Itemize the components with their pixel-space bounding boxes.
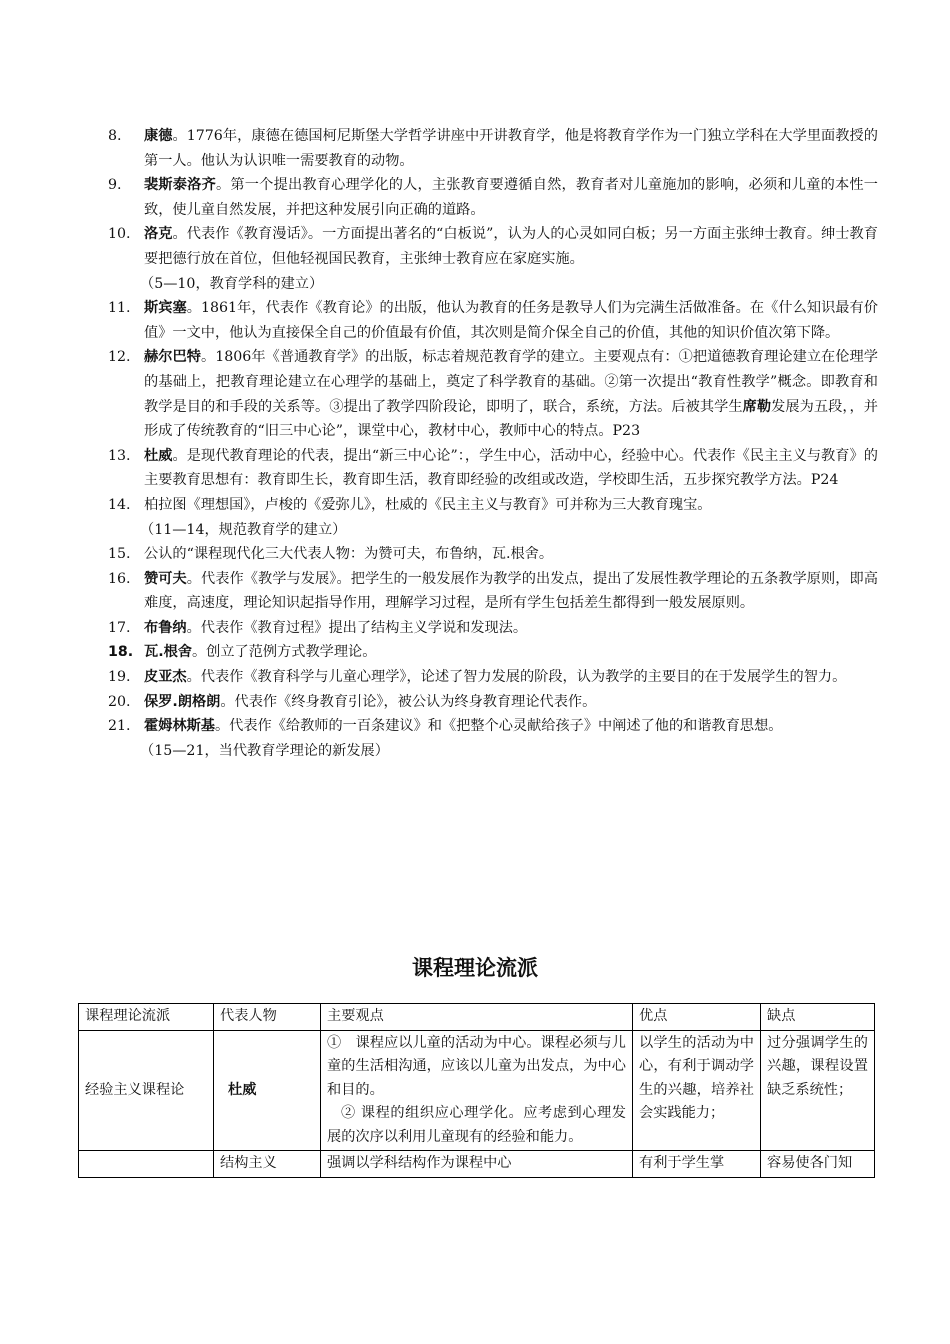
item-text: 。代表作《教育科学与儿童心理学》，论述了智力发展的阶段，认为教学的主要目的在于发展学生的智力。 [186,669,847,686]
person-name: 斯宾塞 [144,300,187,317]
item-number: 8. [108,128,122,144]
item-number: 11. [108,300,131,317]
person-name: 康德 [144,128,173,144]
section-note: （15—21，当代教育学理论的新发展） [140,742,389,759]
item-number: 16. [108,570,131,587]
table-title: 课程理论流派 [412,956,538,980]
person-name: 席勒 [742,398,772,415]
item-number: 17. [108,619,131,636]
item-text: 。第一个提出教育心理学化的人，主张教育要遵循自然，教育者对儿童施加的影响，必须和儿童的本性一致，使儿童自然发展，并把这种发展引向正确的道路。 [144,177,878,218]
item-text: 。代表作《教育过程》提出了结构主义学说和发现法。 [186,619,528,636]
person-name: 赫尔巴特 [144,349,201,366]
header-cell: 课程理论流派 [79,1004,214,1031]
item-text: 。代表作《教学与发展》。把学生的一般发展作为教学的出发点，提出了发展性教学理论的五条教学原则，即高难度，高速度，理论知识起指导作用，理解学习过程，是所有学生包括差生都得到一般发展原则。 [144,570,878,612]
view-cell: 强调以学科结构作为课程中心 [321,1151,633,1178]
person-cell: 结构主义 [214,1151,321,1178]
item-text: 。代表作《教育漫话》。一方面提出著名的“白板说”，认为人的心灵如同白板；另一方面主张绅士教育。绅士教育要把德行放在首位，但他轻视国民教育，主张绅士教育应在家庭实施。 [144,226,878,267]
list-item [108,124,878,173]
school-cell: 经验主义课程论 [79,1030,214,1151]
item-number: 12. [108,349,131,366]
pros-cell: 以学生的活动为中心，有利于调动学生的兴趣，培养社会实践能力； [633,1030,761,1151]
item-text: 。1806年《普通教育学》的出版，标志着规范教育学的建立。主要观点有：①把道德教育理论建立在伦理学的基础上，把教育理论建立在心理学的基础上，奠定了科学教育的基础。②第一次提出“教育性教学”概念。即教育和教学是目的和手段的关系等。③提出了教学四阶段论，即明了，联合，系统，方法。后被其学生 [144,349,878,415]
pros-cell: 有利于学生掌 [633,1151,761,1178]
list-item [108,616,878,641]
header-cell: 代表人物 [214,1004,321,1031]
list-item [108,665,878,690]
item-text: 。代表作《终身教育引论》，被公认为终身教育理论代表作。 [220,693,597,710]
list-item [108,567,878,616]
section-note: （5—10，教育学科的建立） [140,275,324,292]
list-item [108,690,878,715]
list-item [108,493,878,518]
item-number: 18. [108,644,134,661]
item-number: 14. [108,496,131,513]
view-point-2: ② 课程的组织应心理学化。应考虑到心理发展的次序以利用儿童现有的经验和能力。 [327,1105,626,1145]
list-item [108,444,878,493]
item-text: 。是现代教育理论的代表，提出“新三中心论”：，学生中心，活动中心，经验中心。代表作《民主主义与教育》的主要教育思想有：教育即生长，教育即生活，教育即经验的改组或改造，学校即生活，五步探究教学方法。P24 [144,447,878,489]
table-header-row [79,1004,875,1031]
person-name: 赞可夫 [144,570,187,587]
person-cell: 杜威 [214,1030,321,1151]
item-text: 公认的“课程现代化三大代表人物：为赞可夫，布鲁纳，瓦.根舍。 [144,546,554,563]
item-text: 。1861年，代表作《教育论》的出版，他认为教育的任务是教导人们为完满生活做准备。在《什么知识最有价值》一文中，他认为直接保全自己的价值最有价值，其次则是简介保全自己的价值，其他的知识价值次第下降。 [144,300,878,341]
section-note: （11—14，规范教育学的建立） [140,521,347,538]
item-number: 9. [108,177,122,194]
table-row [79,1030,875,1151]
person-name: 裴斯泰洛齐 [144,177,216,194]
table-row [79,1151,875,1178]
list-item [108,542,878,567]
header-cell: 优点 [633,1004,761,1031]
item-text: 。代表作《给教师的一百条建议》和《把整个心灵献给孩子》中阐述了他的和谐教育思想。 [214,718,783,735]
cons-cell: 容易使各门知 [761,1151,875,1178]
person-name: 瓦.根舍 [144,644,192,661]
person-name: 杜威 [144,447,173,464]
person-name: 布鲁纳 [144,619,187,636]
school-cell [79,1151,214,1178]
figure-list [108,124,878,763]
list-item [108,296,878,345]
person-name: 霍姆林斯基 [144,718,215,735]
person-name: 保罗.朗格朗 [144,693,221,710]
list-item [108,222,878,271]
item-number: 19. [108,669,131,686]
item-number: 10. [108,226,131,243]
item-text: 发展为五段，，并形成了传统教育的“旧三中心论”，课堂中心，教材中心，教师中心的特点。P23 [144,398,878,440]
header-cell: 主要观点 [321,1004,633,1031]
item-text: 。1776年，康德在德国柯尼斯堡大学哲学讲座中开讲教育学，他是将教育学作为一门独立学科在大学里面教授的第一人。他认为认识唯一需要教育的动物。 [144,128,878,169]
item-number: 15. [108,546,131,563]
view-cell [321,1030,633,1151]
header-cell: 缺点 [761,1004,875,1031]
item-text: 。创立了范例方式教学理论。 [191,644,377,661]
item-number: 21. [108,718,131,735]
list-item [108,173,878,222]
view-point-1: ① 课程应以儿童的活动为中心。课程必须与儿童的生活相沟通，应该以儿童为出发点，为中心和目的。 [327,1034,626,1098]
list-item [108,640,878,665]
item-text: 柏拉图《理想国》，卢梭的《爱弥儿》，杜威的《民主主义与教育》可并称为三大教育瑰宝。 [144,496,712,513]
item-number: 20. [108,693,131,710]
item-number: 13. [108,447,131,464]
list-item [108,714,878,739]
person-name: 皮亚杰 [144,669,187,686]
cons-cell: 过分强调学生的兴趣，课程设置缺乏系统性； [761,1030,875,1151]
person-name: 洛克 [144,226,173,243]
curriculum-table [78,1003,875,1178]
list-item [108,345,878,443]
